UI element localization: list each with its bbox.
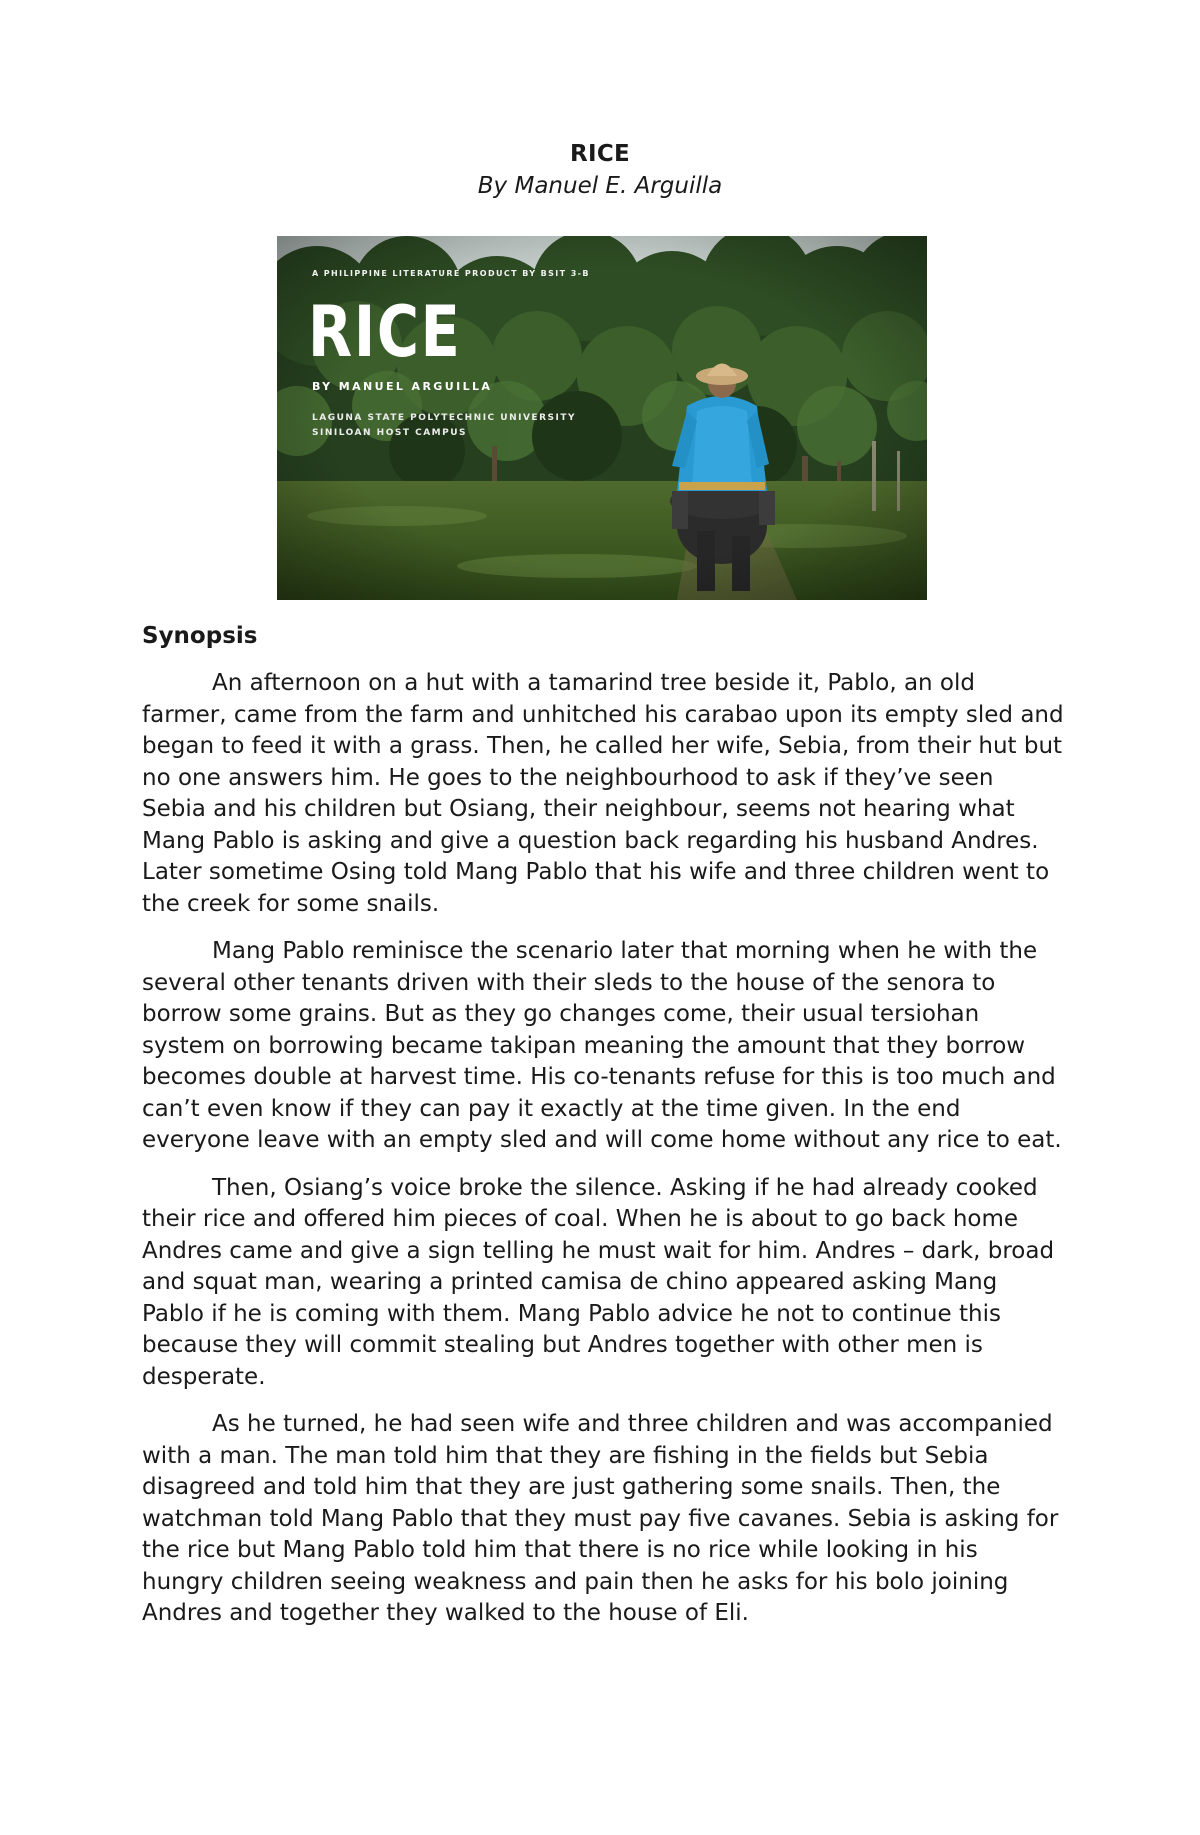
cover-school: [312, 411, 576, 441]
synopsis-paragraph: Then, Osiang’s voice broke the silence. Asking if he had already cooked their rice and offered him pieces of coal. When he is about to go back home Andres came and give a sign telling he must wait for him. Andres – dark, broad and squat man, wearing a printed camisa de chino appeared asking Mang Pablo if he is coming with them. Mang Pablo advice he not to continue this because they will commit stealing but Andres together with other men is desperate.: [142, 1174, 1055, 1390]
synopsis-body: [142, 668, 1064, 1646]
document-author: By Manuel E. Arguilla: [477, 173, 723, 199]
synopsis-paragraph: An afternoon on a hut with a tamarind tree beside it, Pablo, an old farmer, came from the farm and unhitched his carabao upon its empty sled and began to feed it with a grass. Then, he called her wife, Sebia, from their hut but no one answers him. He goes to the neighbourhood to ask if they’ve seen Sebia and his children but Osiang, their neighbour, seems not hearing what Mang Pablo is asking and give a question back regarding his husband Andres. Later sometime Osing told Mang Pablo that his wife and three children went to the creek for some snails.: [142, 670, 1064, 917]
synopsis-paragraph: As he turned, he had seen wife and three children and was accompanied with a man. The man told him that they are fishing in the fields but Sebia disagreed and told him that they are just gathering some snails. Then, the watchman told Mang Pablo that they must pay five cavanes. Sebia is asking for the rice but Mang Pablo told him that there is no rice while looking in his hungry children seeing weakness and pain then he asks for his bolo joining Andres and together they walked to the house of Eli.: [142, 1411, 1059, 1626]
cover-image: [277, 236, 927, 600]
cover-overlay: [277, 236, 927, 600]
cover-school-line2: SINILOAN HOST CAMPUS: [312, 428, 468, 438]
synopsis-paragraph: Mang Pablo reminisce the scenario later that morning when he with the several other tenants driven with their sleds to the house of the senora to borrow some grains. But as they go changes come, their usual tersiohan system on borrowing became takipan meaning the amount that they borrow becomes double at harvest time. His co-tenants refuse for this is too much and can’t even know if they can pay it exactly at the time given. In the end everyone leave with an empty sled and will come home without any rice to eat.: [142, 938, 1062, 1153]
cover-byline: BY MANUEL ARGUILLA: [312, 380, 493, 393]
synopsis-heading: Synopsis: [142, 623, 258, 649]
cover-title: RICE: [308, 291, 462, 373]
cover-tagline: A PHILIPPINE LITERATURE PRODUCT BY BSIT 3-B: [312, 269, 590, 278]
cover-school-line1: LAGUNA STATE POLYTECHNIC UNIVERSITY: [312, 413, 576, 423]
document-title: RICE: [569, 141, 631, 167]
